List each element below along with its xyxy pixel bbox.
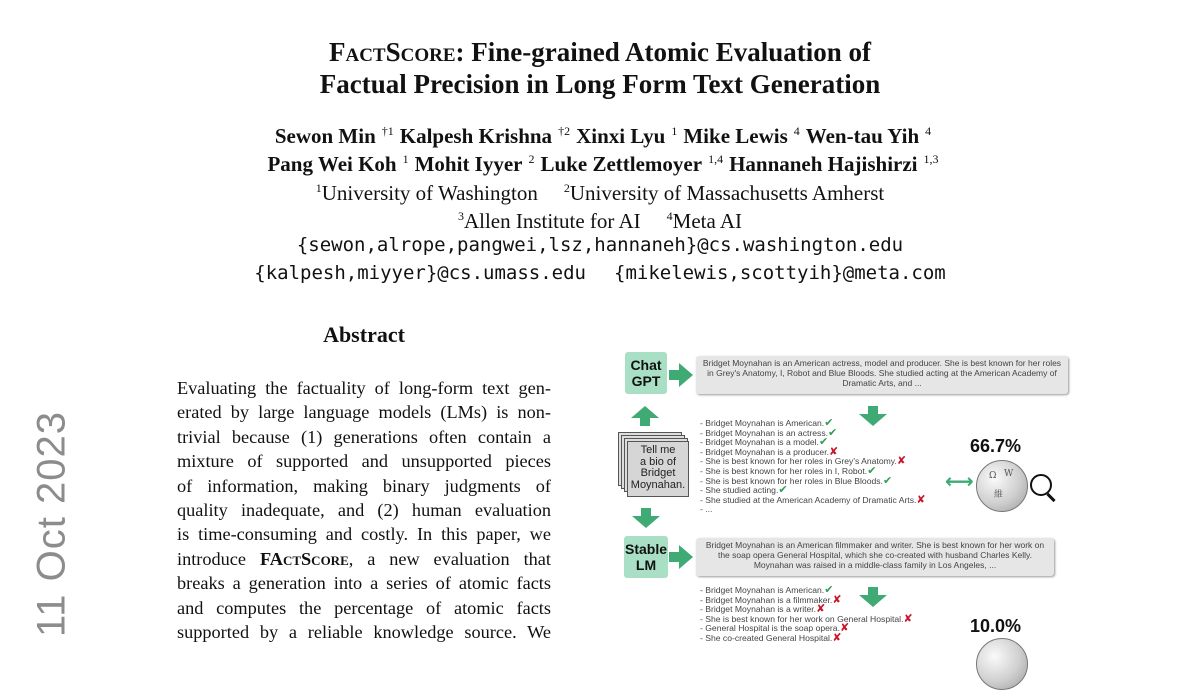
affiliation-name: Meta AI bbox=[672, 209, 743, 233]
unsupported-cross-icon: ✘ bbox=[832, 631, 842, 644]
author-affiliation-marker: 1,3 bbox=[923, 152, 939, 166]
atomic-fact-text: Bridget Moynahan is an actress. bbox=[705, 427, 829, 438]
author-name: Mike Lewis bbox=[683, 124, 788, 148]
atomic-fact-text: Bridget Moynahan is American. bbox=[705, 418, 825, 428]
supported-check-icon: ✔ bbox=[778, 484, 788, 497]
abstract-line: breaks a generation into a series of atomic facts bbox=[177, 573, 551, 594]
atomic-fact-text: She studied at the American Academy of Dramatic Arts. bbox=[705, 494, 917, 505]
double-arrow-icon: ⟷ bbox=[945, 471, 974, 493]
atomic-fact-text: Bridget Moynahan is a model. bbox=[705, 437, 819, 448]
prompt-card bbox=[627, 441, 689, 497]
author-affiliation-marker: 1 bbox=[402, 152, 409, 166]
atomic-fact-text: She is best known for her roles in I, Robot. bbox=[705, 465, 868, 476]
prompt-line: Bridget bbox=[640, 467, 676, 479]
author bbox=[409, 152, 535, 176]
atomic-fact-text: She is best known for her roles in Blue Bloods. bbox=[705, 475, 883, 486]
supported-check-icon: ✔ bbox=[882, 474, 893, 487]
author-name: Wen-tau Yih bbox=[805, 124, 920, 148]
down-arrow-icon bbox=[632, 516, 660, 528]
abstract-line: of information, making binary judgments of bbox=[177, 475, 551, 496]
unsupported-cross-icon: ✘ bbox=[828, 445, 839, 458]
unsupported-cross-icon: ✘ bbox=[896, 455, 907, 468]
magnifier-icon bbox=[1030, 474, 1052, 496]
author-affiliation-marker: 1,4 bbox=[708, 152, 724, 166]
affiliation-marker: 1 bbox=[315, 181, 322, 195]
atomic-fact-text: Bridget Moynahan is American. bbox=[705, 585, 825, 595]
atomic-fact-text: She studied acting. bbox=[705, 485, 779, 496]
author-affiliation-marker: †1 bbox=[381, 124, 394, 138]
author bbox=[535, 152, 724, 176]
affiliation-name: Allen Institute for AI bbox=[463, 209, 641, 233]
stablelm-atomic-facts bbox=[700, 586, 913, 644]
author-affiliation-marker: 1 bbox=[671, 124, 678, 138]
factscore-term: FActScore bbox=[259, 548, 349, 569]
email-umass: {kalpesh,miyyer}@cs.umass.edu bbox=[254, 262, 586, 284]
author bbox=[261, 152, 408, 176]
author-name: Pang Wei Koh bbox=[267, 152, 397, 176]
wikipedia-globe-icon: Ω W 維 bbox=[976, 460, 1028, 512]
stablelm-label-line-1: Stable bbox=[624, 541, 667, 557]
email-meta: {mikelewis,scottyih}@meta.com bbox=[614, 262, 946, 284]
abstract-line: trivial because (1) generations often contain a bbox=[177, 426, 551, 447]
atomic-fact-text: General Hospital is the soap opera. bbox=[705, 623, 840, 634]
abstract-line: erated by large language models (LMs) is non- bbox=[177, 402, 551, 423]
chatgpt-model-box bbox=[625, 352, 667, 394]
affiliation-name: University of Washington bbox=[321, 181, 538, 205]
author-name: Sewon Min bbox=[274, 124, 376, 148]
author-affiliation-marker: 4 bbox=[925, 124, 932, 138]
affiliation bbox=[458, 209, 641, 233]
unsupported-cross-icon: ✘ bbox=[903, 612, 913, 625]
abstract-line: mixture of supported and unsupported pieces bbox=[177, 451, 551, 472]
supported-check-icon: ✔ bbox=[828, 426, 838, 439]
affiliation-marker: 2 bbox=[563, 181, 570, 195]
abstract-line: is time-consuming and costly. In this paper, we bbox=[177, 524, 551, 545]
right-arrow-icon bbox=[679, 545, 693, 569]
author-name: Xinxi Lyu bbox=[576, 124, 666, 148]
factscore-overview-figure bbox=[612, 350, 1072, 648]
abstract-line: quality inadequate, and (2) human evaluation bbox=[177, 500, 551, 521]
abstract-body bbox=[177, 376, 551, 644]
chatgpt-label-line-2: GPT bbox=[631, 373, 661, 389]
supported-check-icon: ✔ bbox=[818, 436, 829, 449]
wikipedia-globe-icon bbox=[976, 638, 1028, 690]
atomic-fact bbox=[700, 505, 926, 515]
affiliation-marker: 3 bbox=[457, 209, 464, 223]
affiliation bbox=[667, 209, 742, 233]
prompt-line: Tell me bbox=[640, 444, 676, 456]
author-affiliation-marker: 2 bbox=[528, 152, 535, 166]
unsupported-cross-icon: ✘ bbox=[916, 493, 926, 506]
abstract-line: supported by a reliable knowledge source. We bbox=[177, 622, 551, 643]
chatgpt-factscore: 66.7% bbox=[970, 436, 1022, 456]
atomic-fact bbox=[700, 493, 926, 506]
supported-check-icon: ✔ bbox=[824, 584, 834, 596]
atomic-fact-text: Bridget Moynahan is a producer. bbox=[705, 446, 829, 457]
abstract-heading: Abstract bbox=[323, 322, 405, 347]
paper-title-line-2: Factual Precision in Long Form Text Generation bbox=[319, 69, 881, 99]
atomic-fact-text: Bridget Moynahan is a writer. bbox=[705, 604, 817, 615]
unsupported-cross-icon: ✘ bbox=[816, 603, 826, 616]
email-line-2 bbox=[0, 259, 1200, 287]
abstract-text: introduce bbox=[177, 548, 260, 569]
stablelm-label-line-2: LM bbox=[635, 557, 657, 573]
author-name: Hannaneh Hajishirzi bbox=[729, 152, 918, 176]
stablelm-factscore: 10.0% bbox=[970, 616, 1022, 636]
paper-title-line-1: FactScore: Fine-grained Atomic Evaluation of bbox=[328, 37, 872, 67]
atomic-fact-text: She co-created General Hospital. bbox=[705, 632, 833, 643]
chatgpt-label-line-1: Chat bbox=[630, 357, 662, 373]
author-affiliation-marker: †2 bbox=[558, 124, 571, 138]
author-name: Luke Zettlemoyer bbox=[540, 152, 703, 176]
atomic-fact-text: She is best known for her roles in Grey's Anatomy. bbox=[705, 456, 897, 467]
author-name: Kalpesh Krishna bbox=[399, 124, 553, 148]
arxiv-date-stamp: 11 Oct 2023 bbox=[29, 411, 74, 637]
atomic-fact-text: ... bbox=[705, 504, 713, 515]
stablelm-model-box bbox=[624, 536, 668, 578]
chatgpt-atomic-facts bbox=[700, 419, 926, 515]
author bbox=[723, 152, 938, 176]
atomic-fact-text: Bridget Moynahan is a filmmaker. bbox=[705, 594, 833, 605]
affiliation-name: University of Massachusetts Amherst bbox=[569, 181, 885, 205]
abstract-line bbox=[177, 547, 551, 571]
abstract-line: and computes the percentage of atomic facts bbox=[177, 597, 551, 618]
prompt-card-stack-icon bbox=[618, 432, 694, 498]
atomic-fact-text: She is best known for her work on General Hospital. bbox=[705, 613, 904, 624]
prompt-line: Moynahan. bbox=[630, 478, 686, 491]
affiliation-marker: 4 bbox=[666, 209, 673, 223]
email-line-1: {sewon,alrope,pangwei,lsz,hannaneh}@cs.washington.edu bbox=[296, 234, 904, 256]
chatgpt-generation-box: Bridget Moynahan is an American actress, model and producer. She is best known for her roles in Grey's Anatomy, I, Robot and Blue Bloods. She studied acting at the American Academy of Dramatic Arts, and ... bbox=[696, 356, 1068, 394]
up-arrow-icon bbox=[631, 406, 659, 418]
abstract-line: Evaluating the factuality of long-form text gen- bbox=[177, 378, 551, 398]
unsupported-cross-icon: ✘ bbox=[832, 593, 842, 606]
atomic-fact bbox=[700, 631, 913, 644]
prompt-line: a bio of bbox=[639, 455, 677, 468]
supported-check-icon: ✔ bbox=[824, 417, 834, 429]
stablelm-generation-box: Bridget Moynahan is an American filmmaker and writer. She is best known for her work on the soap opera General Hospital, which she co-created with husband Charles Kelly. Moynahan was raised in a middle-class family in Los Angeles, ... bbox=[696, 538, 1054, 576]
right-arrow-icon bbox=[679, 363, 693, 387]
author-name: Mohit Iyyer bbox=[414, 152, 523, 176]
author-affiliation-marker: 4 bbox=[793, 124, 800, 138]
abstract-text: , a new evaluation that bbox=[348, 548, 552, 569]
supported-check-icon: ✔ bbox=[867, 464, 877, 477]
unsupported-cross-icon: ✘ bbox=[839, 622, 850, 635]
